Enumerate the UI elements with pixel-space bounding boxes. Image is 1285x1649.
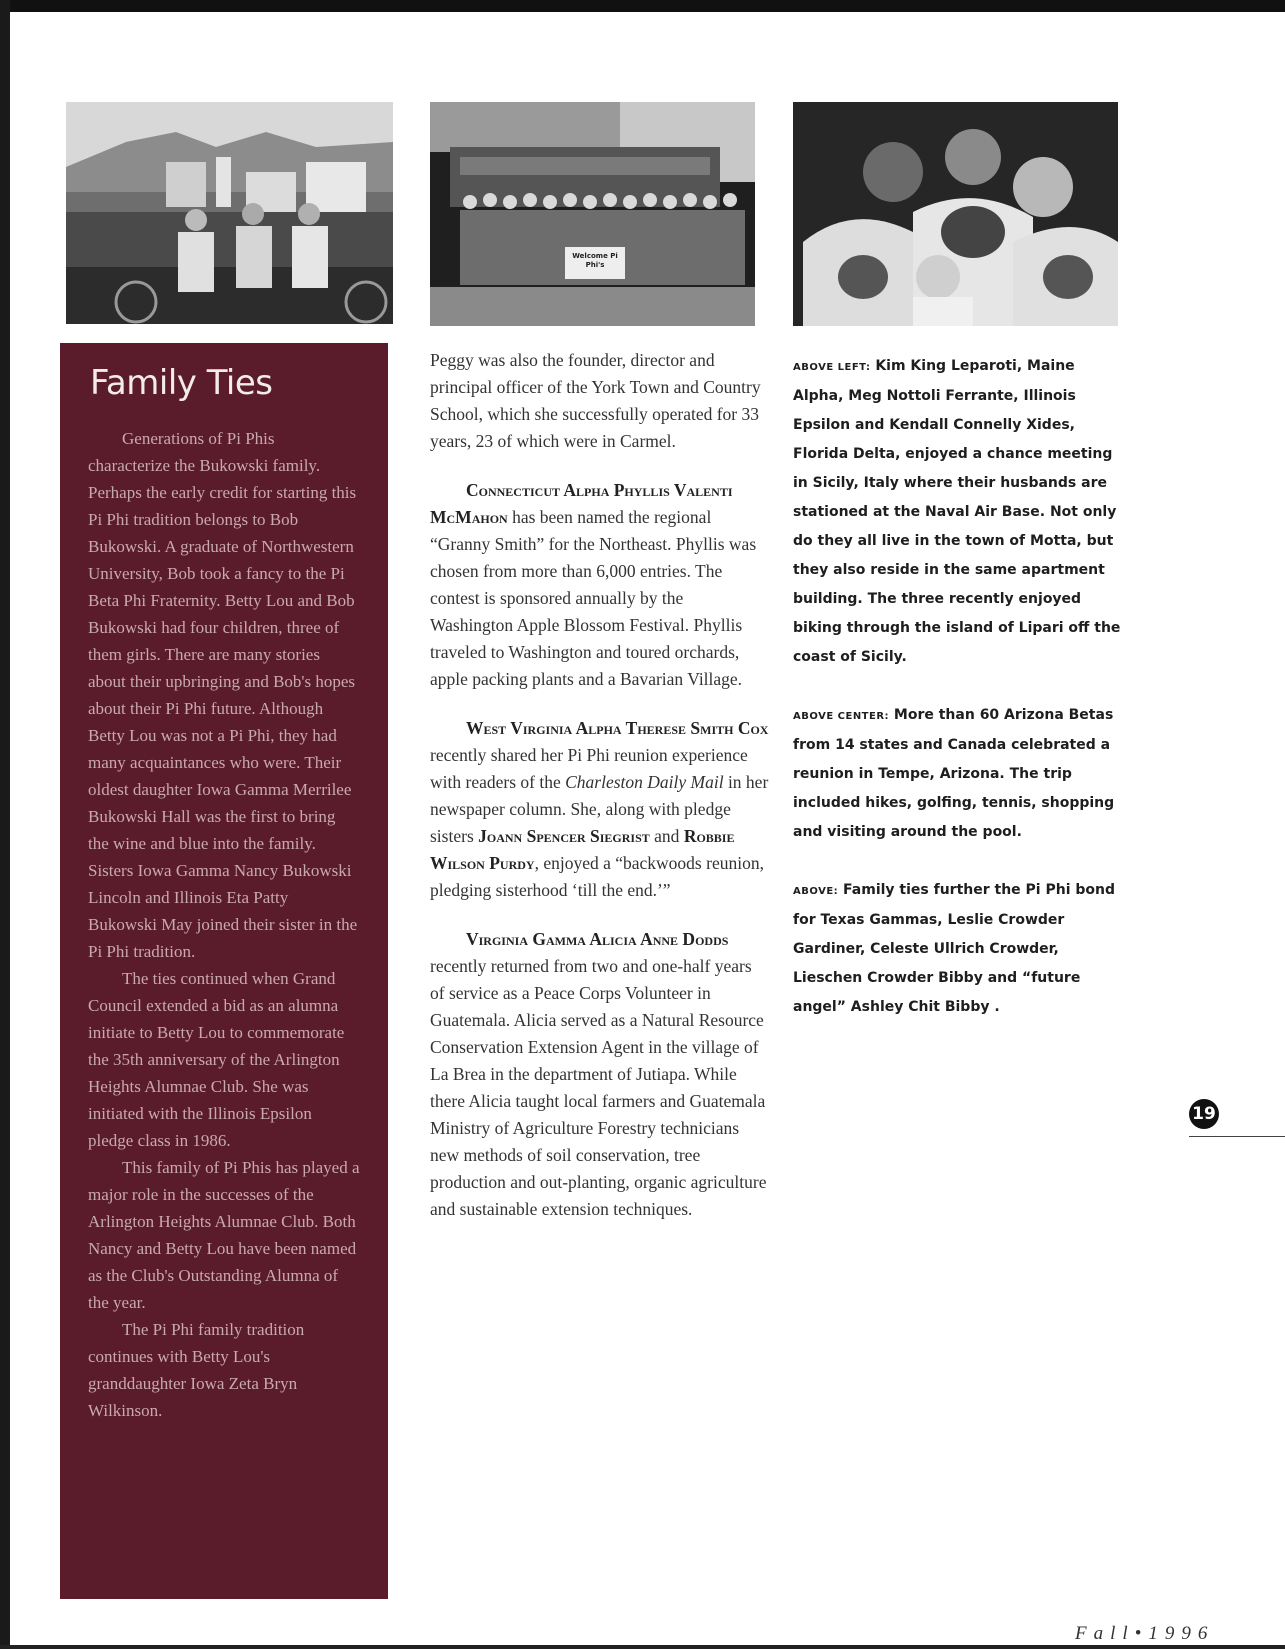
- sidebar-title: Family Ties: [90, 363, 273, 403]
- captions-column: [793, 352, 1123, 1051]
- bottom-edge: [0, 1645, 1285, 1649]
- caption-above-center: [793, 701, 1123, 847]
- caption-above-left: [793, 352, 1123, 672]
- page-number-rule: [1189, 1136, 1285, 1137]
- paragraph-text: and: [649, 826, 684, 846]
- article-paragraph-2: [430, 477, 770, 693]
- article-column: [430, 347, 770, 1245]
- person-name: Robbie Wilson Purdy: [430, 826, 735, 873]
- caption-lead: ABOVE LEFT:: [793, 362, 871, 373]
- paragraph-text: recently shared her Pi Phi reunion experience with readers of the: [430, 745, 748, 792]
- caption-text: Family ties further the Pi Phi bond for Texas Gammas, Leslie Crowder Gardiner, Celeste Ullrich Crowder, Lieschen Crowder Bibby and “future angel” Ashley Chit Bibby .: [793, 882, 1115, 1015]
- caption-text: More than 60 Arizona Betas from 14 states and Canada celebrated a reunion in Tempe, Arizona. The trip included hikes, golfing, tennis, shopping and visiting around the pool.: [793, 707, 1115, 840]
- top-edge: [0, 0, 1285, 12]
- sidebar-paragraph-3: This family of Pi Phis has played a major role in the successes of the Arlington Heights Alumnae Club. Both Nancy and Betty Lou have been named as the Club's Outstanding Alumna of the year.: [88, 1158, 360, 1312]
- person-name: Virginia Gamma Alicia Anne Dodds: [466, 929, 729, 949]
- sidebar-paragraph-2: The ties continued when Grand Council extended a bid as an alumna initiate to Betty Lou to commemorate the 35th anniversary of the Arlington Heights Alumnae Club. She was initiated with the Illinois Epsilon pledge class in 1986.: [88, 969, 345, 1150]
- page-number: 19: [1189, 1099, 1219, 1129]
- newspaper-title: Charleston Daily Mail: [565, 772, 724, 792]
- caption-text: Kim King Leparoti, Maine Alpha, Meg Nottoli Ferrante, Illinois Epsilon and Kendall Connelly Xides, Florida Delta, enjoyed a chance meeting in Sicily, Italy where their husbands are stationed at the Naval Air Base. Not only do they all live in the town of Motta, but they also reside in the same apartment building. The three recently enjoyed biking through the island of Lipari off the coast of Sicily.: [793, 358, 1121, 665]
- caption-lead: ABOVE:: [793, 886, 839, 897]
- photo-family: [793, 102, 1118, 326]
- paragraph-text: recently returned from two and one-half years of service as a Peace Corps Volunteer in Guatemala. Alicia served as a Natural Resource Conservation Extension Agent in the village of La Brea in the department of Jutiapa. While there Alicia taught local farmers and Guatemala Ministry of Agriculture Forestry technicians new methods of soil conservation, tree production and out-planting, organic agriculture and sustainable extension techniques.: [430, 956, 767, 1219]
- person-name: Connecticut Alpha Phyllis Valenti McMahon: [430, 480, 733, 527]
- paragraph-text: has been named the regional “Granny Smith” for the Northeast. Phyllis was chosen from more than 6,000 entries. The contest is sponsored annually by the Washington Apple Blossom Festival. Phyllis traveled to Washington and toured orchards, apple packing plants and a Bavarian Village.: [430, 507, 757, 689]
- article-paragraph-4: [430, 926, 770, 1223]
- photo-bicyclists: [66, 102, 393, 324]
- article-paragraph-1: Peggy was also the founder, director and principal officer of the York Town and Country School, which she successfully operated for 33 years, 23 of which were in Carmel.: [430, 350, 761, 451]
- family-ties-sidebar: [60, 343, 388, 1599]
- paragraph-text: , enjoyed a “backwoods reunion, pledging sisterhood ‘till the end.’”: [430, 853, 764, 900]
- caption-above: [793, 876, 1123, 1022]
- article-paragraph-3: [430, 715, 770, 904]
- issue-footer: Fall•1996: [1075, 1623, 1215, 1644]
- photo-group-trolley: [430, 102, 755, 326]
- paragraph-text: in her newspaper column. She, along with pledge sisters: [430, 772, 769, 846]
- person-name: West Virginia Alpha Therese Smith Cox: [466, 718, 769, 738]
- welcome-banner: Welcome Pi Phi's: [572, 252, 618, 269]
- caption-lead: ABOVE CENTER:: [793, 711, 890, 722]
- left-edge: [0, 0, 10, 1649]
- sidebar-paragraph-4: The Pi Phi family tradition continues with Betty Lou's granddaughter Iowa Zeta Bryn Wilkinson.: [88, 1320, 305, 1420]
- person-name: Joann Spencer Siegrist: [478, 826, 650, 846]
- sidebar-paragraph-1: Generations of Pi Phis characterize the Bukowski family. Perhaps the early credit for starting this Pi Phi tradition belongs to Bob Bukowski. A graduate of Northwestern University, Bob took a fancy to the Pi Beta Phi Fraternity. Betty Lou and Bob Bukowski had four children, three of them girls. There are many stories about their upbringing and Bob's hopes about their Pi Phi future. Although Betty Lou was not a Pi Phi, they had many acquaintances who were. Their oldest daughter Iowa Gamma Merrilee Bukowski Hall was the first to bring the wine and blue into the family. Sisters Iowa Gamma Nancy Bukowski Lincoln and Illinois Eta Patty Bukowski May joined their sister in the Pi Phi tradition.: [88, 429, 358, 961]
